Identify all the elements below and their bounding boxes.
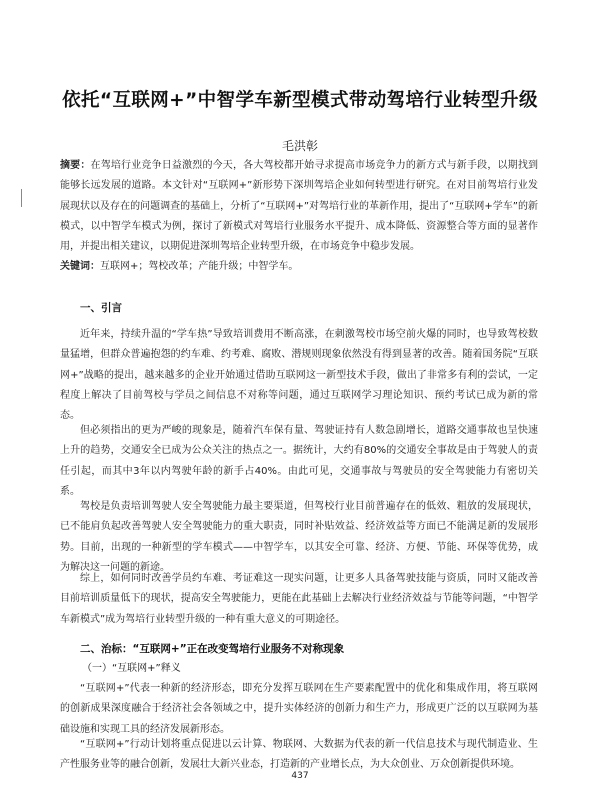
paragraph: 但必须指出的更为严峻的现象是，随着汽车保有量、驾驶证持有人数急剧增长，道路交通事故也呈快速上升的趋势，交通安全已成为公众关注的热点之一。据统计，大约有80%的交通安全事故是由于驾驶人的责任引起，而其中3年以内驾驶年龄的新手占40%。由此可见，交通事故与驾驶员的安全驾驶能力有密切关系。 — [60, 425, 538, 497]
abstract — [60, 156, 538, 257]
keywords-label: 关键词： — [60, 261, 100, 272]
paragraph: 近年来，持续升温的“学车热”导致培训费用不断高涨，在刺激驾校市场空前火爆的同时，也导致驾校数量猛增，但群众普遍抱怨的约车难、约考难、腐败、潜规则现象依然没有得到显著的改善。随着国务院“互联网+”战略的提出，越来越多的企业开始通过借助互联网这一新型技术手段，做出了非常多有利的尝试，一定程度上解决了目前驾校与学员之间信息不对称等问题，通过互联网学习理论知识、预约考试已成为新的常态。 — [60, 329, 538, 422]
paper-title: 依托“互联网+”中智学车新型模式带动驾培行业转型升级 — [62, 90, 538, 111]
section-heading-intro: 一、引言 — [80, 302, 122, 314]
author-name: 毛洪彰 — [281, 139, 318, 153]
margin-mark — [21, 189, 22, 207]
paragraph: “互联网+”行动计划将重点促进以云计算、物联网、大数据为代表的新一代信息技术与现代制造业、生产性服务业等的融合创新，发展壮大新兴业态，打造新的产业增长点，为大众创业、万众创新提供环境。 — [60, 739, 538, 771]
keywords — [60, 257, 538, 277]
abstract-text: 在驾培行业竞争日益激烈的今天，各大驾校都开始寻求提高市场竞争力的新方式与新手段，以期找到能够长远发展的道路。本文针对“互联网+”新形势下深圳驾培企业如何转型进行研究。在对目前驾培行业发展现状以及存在的问题调查的基础上，分析了“互联网+”对驾培行业的革新作用，提出了“互联网+学车”的新模式，以中智学车模式为例，探讨了新模式对驾培行业服务水平提升、成本降低、资源整合等方面的显著作用，并提出相关建议，以期促进深圳驾培企业转型升级，在市场竞争中稳步发展。 — [60, 160, 539, 253]
abstract-label: 摘要： — [60, 160, 91, 171]
subsection-heading: （一）“互联网+”释义 — [82, 663, 181, 674]
paragraph: “互联网+”代表一种新的经济形态，即充分发挥互联网在生产要素配置中的优化和集成作用，将互联网的创新成果深度融合于经济社会各领域之中，提升实体经济的创新力和生产力，形成更广泛的以互联网为基础设施和实现工具的经济发展新形态。 — [60, 683, 538, 735]
paragraph: 综上，如何同时改善学员约车难、考证难这一现实问题，让更多人具备驾驶技能与资质，同时又能改善目前培训质量低下的现状，提高安全驾驶能力，更能在此基础上去解决行业经济效益与节能等问题，“中智学车新模式”成为驾培行业转型升级的一种有重大意义的可期途径。 — [60, 573, 538, 625]
page-number: 437 — [291, 771, 309, 781]
paragraph: 驾校是负责培训驾驶人安全驾驶能力最主要渠道，但驾校行业目前普遍存在的低效、粗放的发展现状，已不能肩负起改善驾驶人安全驾驶能力的重大职责，同时补贴效益、经济效益等方面已不能满足新的发展形势。目前，出现的一种新型的学车模式——中智学车，以其安全可靠、经济、方便、节能、环保等优势，成为解决这一问题的新途。 — [60, 501, 538, 573]
section-heading-2: 二、治标：“互联网+”正在改变驾培行业服务不对称现象 — [80, 643, 345, 655]
keywords-text: 互联网+；驾校改革；产能升级；中智学车。 — [100, 261, 299, 272]
